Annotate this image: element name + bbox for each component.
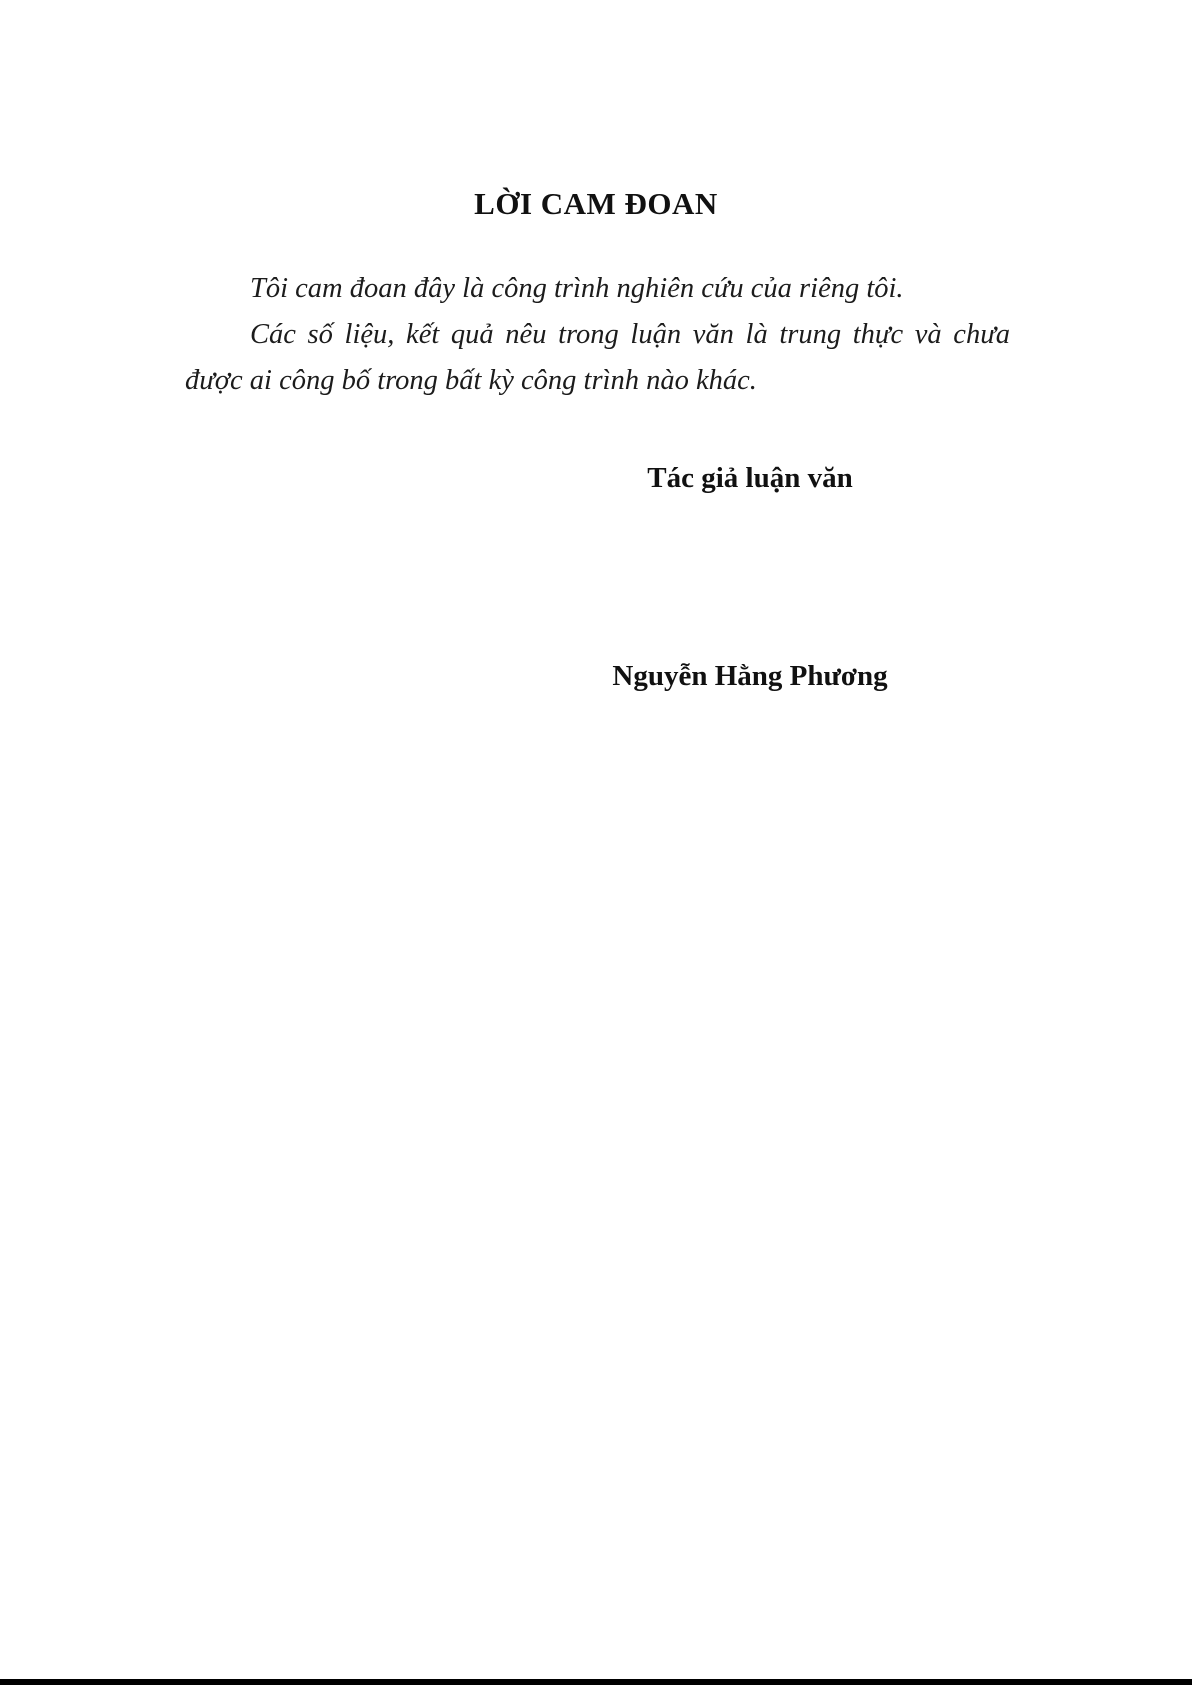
declaration-paragraph-2: Các số liệu, kết quả nêu trong luận văn là trung thực và chưa được ai công bố trong bất kỳ công trình nào khác. [185,319,1010,396]
page-title: LỜI CAM ĐOAN [474,186,718,221]
declaration-body [185,266,1010,696]
signature-block [600,458,900,696]
declaration-paragraph-1: Tôi cam đoan đây là công trình nghiên cứu của riêng tôi. [250,273,904,304]
signature-name: Nguyễn Hằng Phương [612,660,888,692]
signature-role: Tác giả luận văn [647,462,853,494]
bottom-edge-bar [0,1679,1192,1685]
